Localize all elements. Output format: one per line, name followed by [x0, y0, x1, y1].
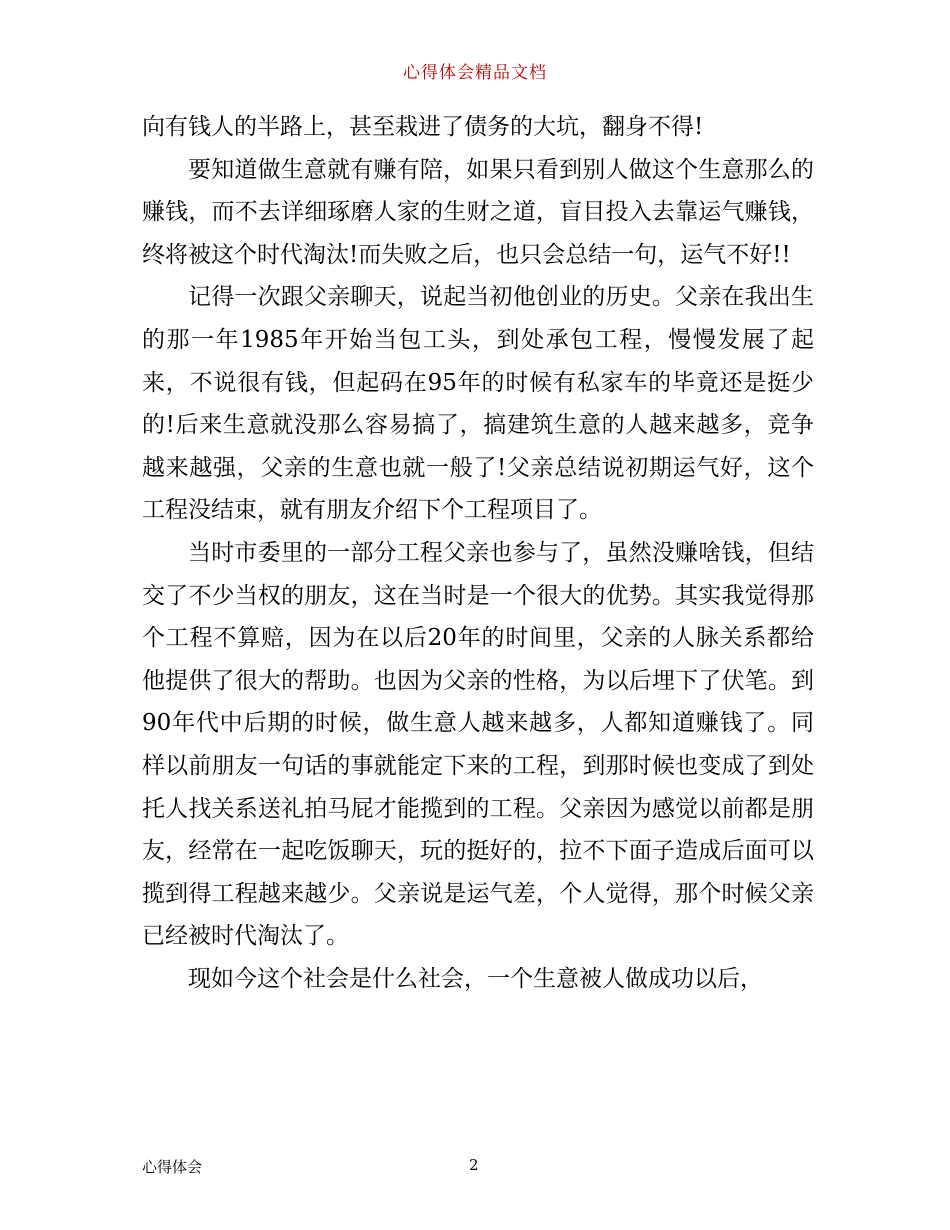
footer-label: 心得体会: [142, 1158, 203, 1176]
paragraph-1: 向有钱人的半路上，甚至栽进了债务的大坑，翻身不得!: [142, 114, 704, 140]
paragraph-3: 记得一次跟父亲聊天，说起当初他创业的历史。父亲在我出生的那一年1985年开始当包工头，到处承包工程，慢慢发展了起来，不说很有钱，但起码在95年的时候有私家车的毕竟还是挺少的!后来生意就没那么容易搞了，搞建筑生意的人越来越多，竞争越来越强，父亲的生意也就一般了!父亲总结说初期运气好，这个工程没结束，就有朋友介绍下个工程项目了。: [142, 284, 814, 524]
document-body: [142, 106, 814, 1000]
paragraph-4: 当时市委里的一部分工程父亲也参与了，虽然没赚啥钱，但结交了不少当权的朋友，这在当时是一个很大的优势。其实我觉得那个工程不算赔，因为在以后20年的时间里，父亲的人脉关系都给他提供了很大的帮助。也因为父亲的性格，为以后埋下了伏笔。到90年代中后期的时候，做生意人越来越多，人都知道赚钱了。同样以前朋友一句话的事就能定下来的工程，到那时候也变成了到处托人找关系送礼拍马屁才能揽到的工程。父亲因为感觉以前都是朋友，经常在一起吃饭聊天，玩的挺好的，拉不下面子造成后面可以揽到得工程越来越少。父亲说是运气差，个人觉得，那个时候父亲已经被时代淘汰了。: [142, 539, 814, 950]
page-number: 2: [469, 1156, 479, 1174]
paragraph-2: 要知道做生意就有赚有陪，如果只看到别人做这个生意那么的赚钱，而不去详细琢磨人家的生财之道，盲目投入去靠运气赚钱，终将被这个时代淘汰!而失败之后，也只会总结一句，运气不好!!: [142, 156, 814, 268]
page-header-title: 心得体会精品文档: [403, 63, 547, 83]
paragraph-5: 现如今这个社会是什么社会，一个生意被人做成功以后，: [188, 965, 763, 992]
